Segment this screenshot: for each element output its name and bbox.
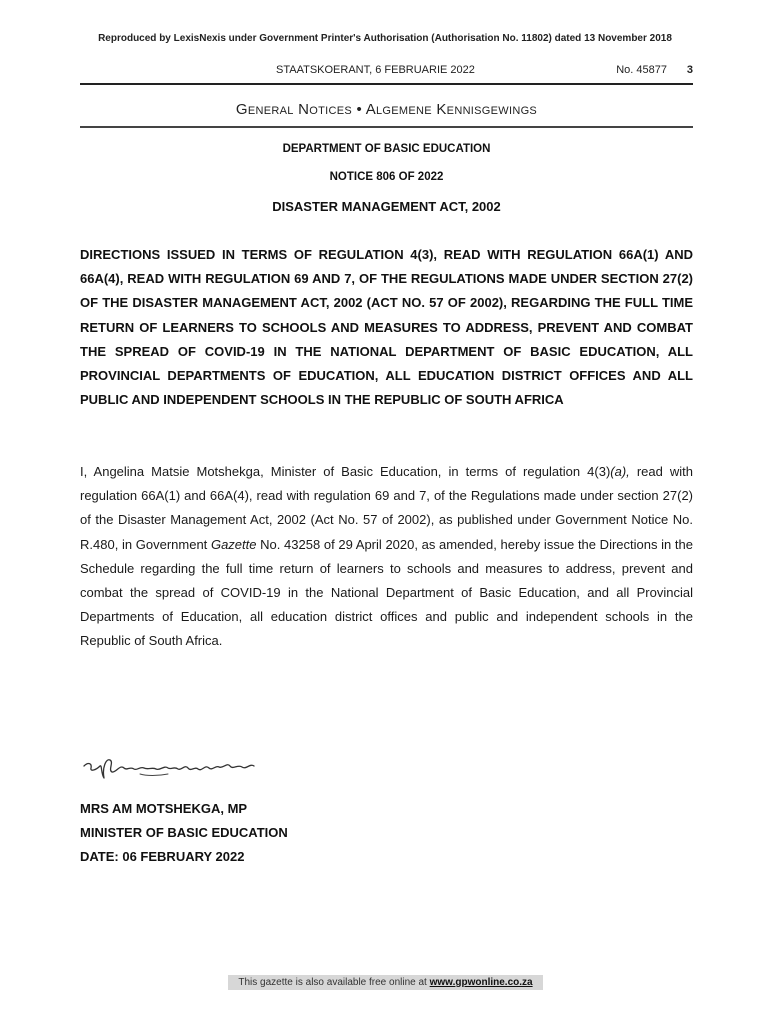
body-text-part-3: No. 43258 of 29 April 2020, as amended, hereby issue the Directions in the Schedule regarding the full time return of learners to schools and measures to address, prevent and combat the spread of COVID-19 in the National Department of Basic Education, and all Provincial Departments of Education, all education district offices and public and independent schools in the Republic of South Africa. (80, 536, 693, 649)
signatory-title: MINISTER OF BASIC EDUCATION (80, 825, 288, 840)
body-italic-regulation: (a), (610, 464, 630, 479)
body-italic-gazette: Gazette (210, 536, 257, 552)
signatory-name: MRS AM MOTSHEKGA, MP (80, 801, 248, 816)
footer-banner (228, 975, 543, 990)
body-text-part-1: I, Angelina Matsie Motshekga, Minister of Basic Education, in terms of regulation 4(3) (80, 464, 611, 479)
handwritten-signature (82, 752, 262, 792)
reproduction-notice: Reproduced by LexisNexis under Government Printer's Authorisation (Authorisation No. 11802) dated 13 November 2018 (98, 33, 672, 44)
body-paragraph (80, 460, 693, 654)
header-divider (80, 83, 693, 85)
footer-text: This gazette is also available free online at (238, 977, 430, 988)
section-divider (80, 126, 693, 128)
department-heading: DEPARTMENT OF BASIC EDUCATION (282, 143, 491, 155)
gazette-header (80, 64, 693, 80)
gazette-title-date: STAATSKOERANT, 6 FEBRUARIE 2022 (276, 64, 475, 76)
section-title: General Notices • Algemene Kennisgewings (235, 101, 538, 118)
act-title: DISASTER MANAGEMENT ACT, 2002 (272, 199, 501, 214)
directions-heading: DIRECTIONS ISSUED IN TERMS OF REGULATION 4(3), READ WITH REGULATION 66A(1) AND 66A(4), READ WITH REGULATION 69 AND 7, OF THE REGULATIONS MADE UNDER SECTION 27(2) OF THE DISASTER MANAGEMENT ACT, 2002 (ACT NO. 57 OF 2002), REGARDING THE FULL TIME RETURN OF LEARNERS TO SCHOOLS AND MEASURES TO ADDRESS, PREVENT AND COMBAT THE SPREAD OF COVID-19 IN THE NATIONAL DEPARTMENT OF BASIC EDUCATION, ALL PROVINCIAL DEPARTMENTS OF EDUCATION, ALL EDUCATION DISTRICT OFFICES AND ALL PUBLIC AND INDEPENDENT SCHOOLS IN THE REPUBLIC OF SOUTH AFRICA (80, 247, 693, 408)
notice-number: NOTICE 806 OF 2022 (329, 171, 444, 183)
body-text-part-2: read with regulation 66A(1) and 66A(4), read with regulation 69 and 7, of the Regulations made under section 27(2) of the Disaster Management Act, 2002 (Act No. 57 of 2002), as published under Government Notice No. R.480, in Government (80, 464, 693, 552)
gazette-number: No. 45877 (616, 64, 667, 76)
signature-date: DATE: 06 FEBRUARY 2022 (80, 849, 245, 864)
page-number: 3 (686, 64, 693, 76)
footer-link[interactable]: www.gpwonline.co.za (429, 977, 533, 988)
